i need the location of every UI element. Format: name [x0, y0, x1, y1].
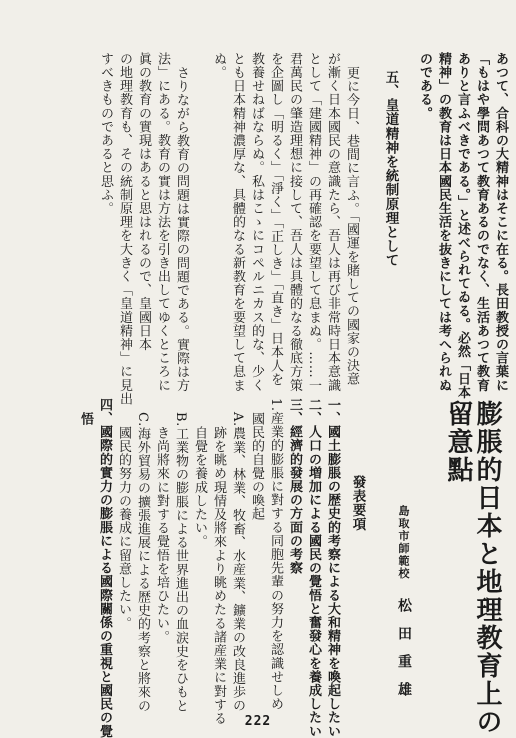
outline-item: A.農業、林業、牧畜、水産業、鑛業の改良進歩の [230, 412, 245, 713]
main-line: 君萬民の肇造理想に接して、吾人は具體的なる徹底方策 [287, 52, 302, 392]
main-line: 精神」の教育は日本國民生活を抜きにしては考へられぬ [436, 52, 451, 392]
main-line: すべきものであると思ふ。 [98, 52, 113, 216]
main-line: 教養せねばならぬ。私はこゝにコペルニカス的な、少く [249, 52, 264, 392]
main-line: 眞の教育の實現はあると思はれるので、皇國日本 [136, 52, 151, 352]
main-line: 「もはや學問あつて教育あるのでなく、生活あつて教育 [474, 52, 489, 392]
outline-item: 悟 [78, 412, 93, 426]
outline-item: B.工業物の膨脹による世界進出の血涙史をひもと [173, 412, 188, 713]
outline-item: 四、國際的實力の膨脹による國際關係の重視と國民の覺 [97, 398, 112, 738]
page-number: 222 [244, 714, 272, 729]
main-line: 法」にある。教育の實は方法を引き出してゆくところに [155, 52, 170, 392]
section-heading: 五、皇道精神を統制原理として [382, 70, 399, 268]
outline-heading: 發表要項 [349, 475, 366, 532]
main-line: あつて、合科の大精神はそこに在る。長田教授の言葉に [493, 52, 508, 392]
outline-item: 國民的自覺の喚起 [249, 412, 264, 521]
outline-item: 1.産業的膨脹に對する同胞先輩の努力を認識せしめ [268, 398, 283, 711]
outline-item: 三、經濟的發展の方面の考察 [287, 398, 302, 575]
main-line: ありと言ふべきである。」と述べられてゐる。必然「日本 [455, 52, 470, 400]
main-line: を企圖し「明るく」「淨く」「正しき」「直き」日本人を [268, 52, 283, 387]
article-title: 膨脹的日本と地理教育上の [472, 400, 502, 736]
main-line: さりながら教育の問題は實際の問題である。實際は方 [174, 66, 189, 393]
article-title-line2: 留意點 [443, 400, 473, 484]
outline-item: き尚將來に對する覺悟を培ひたい。 [154, 426, 169, 644]
outline-item: 二、人口の増加による國民の覺悟と奮發心を養成したい [306, 398, 321, 738]
outline-item: 一、國土膨脹の歴史的考察による大和精神を喚起したい [325, 398, 340, 738]
main-line: ぬ。 [211, 52, 226, 80]
main-line: のである。 [417, 52, 432, 120]
main-line: が漸く日本國民の意識たら、吾人は再び非常時日本意識 [325, 52, 340, 392]
main-line: とも日本精神濃厚な、具體的なる新教育を要望して息ま [230, 52, 245, 392]
author-affiliation: 島取市師範校 [397, 505, 410, 580]
main-line: の地理教育も、その統制原理を大きく「皇道精神」に見出 [117, 52, 132, 406]
outline-item: 跡を眺め現情及將來より眺めたる諸産業に對する [211, 426, 226, 726]
main-line: として「建國精神」の再確認を要望して息まぬ。……一 [306, 52, 321, 392]
main-line: 更に今日、巷間に言ふ。「國運を賭しての國家の決意 [344, 66, 359, 386]
outline-item: 自覺を養成したい。 [192, 426, 207, 549]
author-name: 松田重雄 [396, 598, 412, 710]
outline-item: C.海外貿易の擴張進展による歴史的考察と將來の [135, 412, 150, 713]
outline-item: 國民的努力の養成に留意したい。 [116, 426, 131, 630]
